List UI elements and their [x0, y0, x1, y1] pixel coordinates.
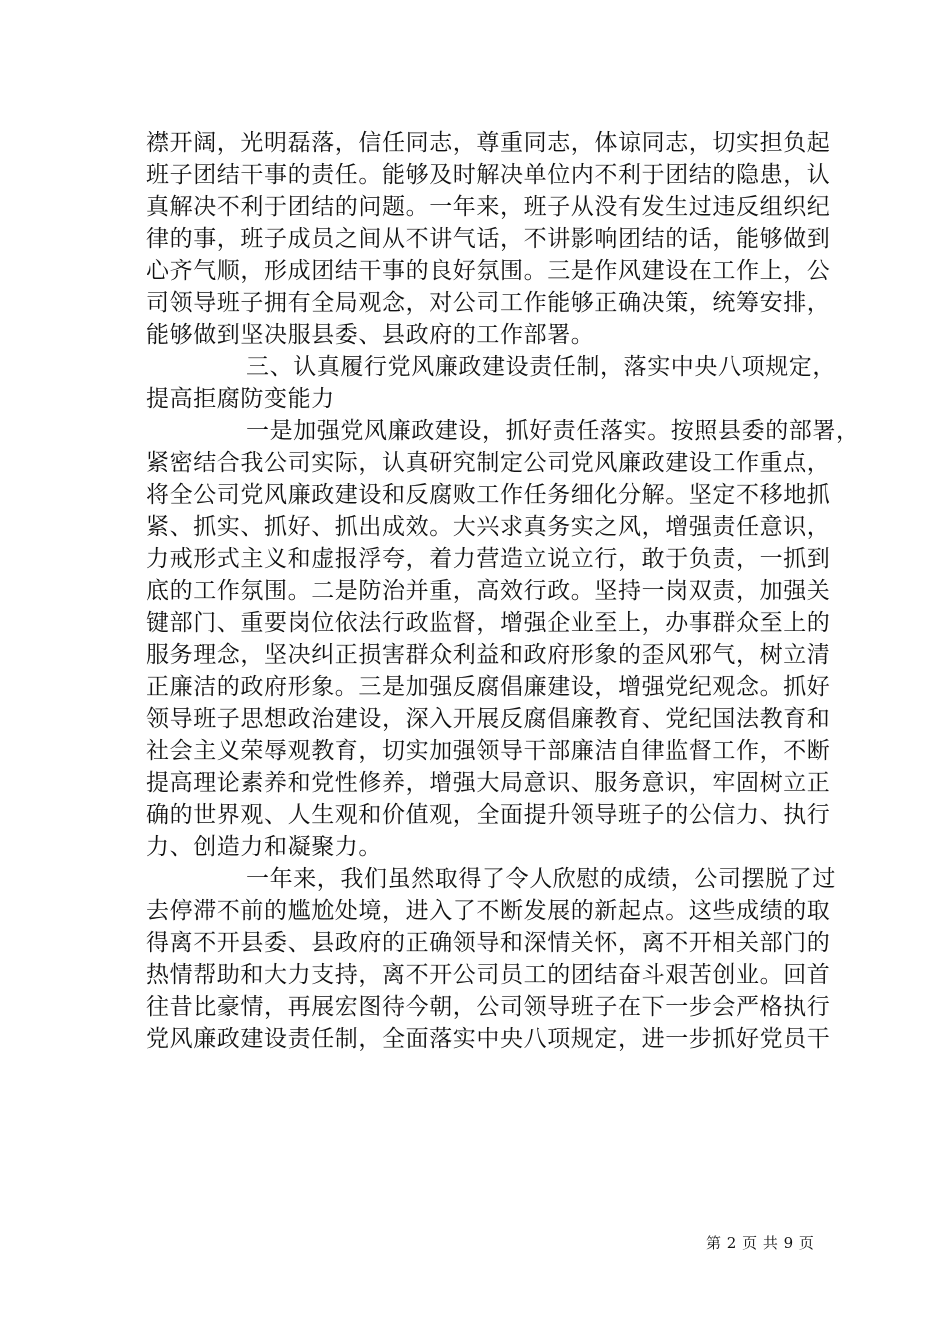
text-line: 社会主义荣辱观教育，切实加强领导干部廉洁自律监督工作，不断: [146, 738, 831, 764]
text-line: 司领导班子拥有全局观念，对公司工作能够正确决策，统筹安排，: [146, 290, 831, 316]
text-line: 力戒形式主义和虚报浮夸，着力营造立说立行，敢于负责，一抓到: [146, 546, 831, 572]
text-line: 真解决不利于团结的问题。一年来，班子从没有发生过违反组织纪: [146, 194, 831, 220]
text-line: 襟开阔，光明磊落，信任同志，尊重同志，体谅同志，切实担负起: [146, 130, 831, 156]
text-line: 心齐气顺，形成团结干事的良好氛围。三是作风建设在工作上，公: [146, 258, 831, 284]
section-heading: 提高拒腐防变能力: [146, 386, 335, 412]
text-line: 提高理论素养和党性修养，增强大局意识、服务意识，牢固树立正: [146, 770, 831, 796]
text-line: 将全公司党风廉政建设和反腐败工作任务细化分解。坚定不移地抓: [146, 482, 831, 508]
text-line: 班子团结干事的责任。能够及时解决单位内不利于团结的隐患，认: [146, 162, 831, 188]
text-line: 往昔比豪情，再展宏图待今朝，公司领导班子在下一步会严格执行: [146, 994, 831, 1020]
text-line: 领导班子思想政治建设，深入开展反腐倡廉教育、党纪国法教育和: [146, 706, 831, 732]
text-line: 服务理念，坚决纠正损害群众利益和政府形象的歪风邪气，树立清: [146, 642, 831, 668]
paragraph-start: 一是加强党风廉政建设，抓好责任落实。按照县委的部署，: [246, 418, 860, 444]
text-line: 热情帮助和大力支持，离不开公司员工的团结奋斗艰苦创业。回首: [146, 962, 831, 988]
text-line: 律的事，班子成员之间从不讲气话，不讲影响团结的话，能够做到: [146, 226, 831, 252]
text-line: 紧密结合我公司实际，认真研究制定公司党风廉政建设工作重点，: [146, 450, 831, 476]
text-line: 党风廉政建设责任制，全面落实中央八项规定，进一步抓好党员干: [146, 1026, 831, 1052]
text-line: 底的工作氛围。二是防治并重，高效行政。坚持一岗双责，加强关: [146, 578, 831, 604]
section-heading: 三、认真履行党风廉政建设责任制，落实中央八项规定，: [246, 354, 836, 380]
text-line: 键部门、重要岗位依法行政监督，增强企业至上，办事群众至上的: [146, 610, 831, 636]
text-line: 力、创造力和凝聚力。: [146, 834, 382, 860]
text-line: 确的世界观、人生观和价值观，全面提升领导班子的公信力、执行: [146, 802, 831, 828]
text-line: 能够做到坚决服县委、县政府的工作部署。: [146, 322, 595, 348]
text-line: 紧、抓实、抓好、抓出成效。大兴求真务实之风，增强责任意识，: [146, 514, 831, 540]
text-line: 去停滞不前的尴尬处境，进入了不断发展的新起点。这些成绩的取: [146, 898, 831, 924]
paragraph-start: 一年来，我们虽然取得了令人欣慰的成绩，公司摆脱了过: [246, 866, 836, 892]
text-line: 得离不开县委、县政府的正确领导和深情关怀，离不开相关部门的: [146, 930, 831, 956]
text-line: 正廉洁的政府形象。三是加强反腐倡廉建设，增强党纪观念。抓好: [146, 674, 831, 700]
page-number: 第 2 页 共 9 页: [706, 1234, 815, 1252]
